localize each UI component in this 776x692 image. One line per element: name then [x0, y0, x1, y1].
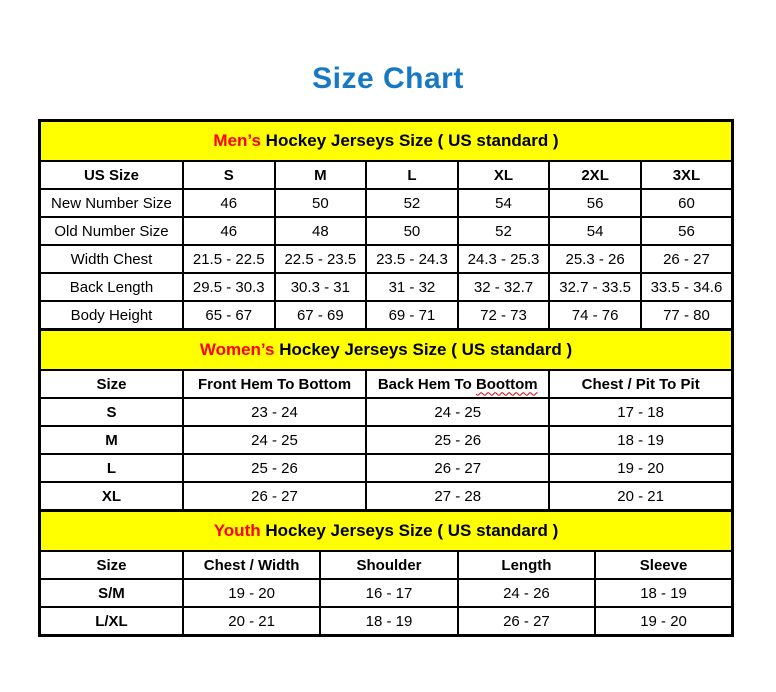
mens-data-cell: 69 - 71 [366, 301, 458, 330]
mens-data-cell: 74 - 76 [549, 301, 641, 330]
mens-data-cell: 29.5 - 30.3 [183, 273, 275, 301]
mens-data-cell: 56 [641, 217, 733, 245]
mens-data-cell: 33.5 - 34.6 [641, 273, 733, 301]
womens-data-cell: 17 - 18 [549, 398, 732, 426]
mens-band-text: Hockey Jerseys Size ( US standard ) [260, 131, 559, 150]
mens-data-cell: 26 - 27 [641, 245, 733, 273]
mens-data-cell: 21.5 - 22.5 [183, 245, 275, 273]
youth-data-cell: 26 - 27 [458, 607, 595, 636]
mens-data-cell: 56 [549, 189, 641, 217]
womens-data-cell: 18 - 19 [549, 426, 732, 454]
womens-table-row [40, 482, 733, 511]
mens-row-label: Back Length [40, 273, 183, 301]
youth-col-header: Shoulder [320, 551, 457, 579]
youth-size-table [38, 509, 734, 637]
mens-table-row [40, 217, 733, 245]
womens-data-cell: 27 - 28 [366, 482, 549, 511]
mens-row-label: Body Height [40, 301, 183, 330]
youth-table-row [40, 607, 733, 636]
womens-table-row [40, 426, 733, 454]
womens-col-header: Front Hem To Bottom [183, 370, 366, 398]
youth-band-category: Youth [213, 521, 261, 540]
mens-col-header: XL [458, 161, 550, 189]
womens-section-band [40, 330, 733, 371]
womens-row-label: L [40, 454, 183, 482]
womens-data-cell: 20 - 21 [549, 482, 732, 511]
mens-data-cell: 46 [183, 217, 275, 245]
mens-col-header: 3XL [641, 161, 733, 189]
mens-data-cell: 65 - 67 [183, 301, 275, 330]
womens-row-label: M [40, 426, 183, 454]
youth-data-cell: 19 - 20 [183, 579, 320, 607]
spellcheck-wavy-word: Boottom [475, 375, 538, 393]
mens-band-category: Men’s [213, 131, 261, 150]
youth-data-cell: 18 - 19 [595, 579, 732, 607]
youth-row-label: L/XL [40, 607, 183, 636]
womens-size-table [38, 328, 734, 512]
womens-row-label: S [40, 398, 183, 426]
mens-data-cell: 48 [275, 217, 367, 245]
mens-data-cell: 32 - 32.7 [458, 273, 550, 301]
youth-data-cell: 19 - 20 [595, 607, 732, 636]
mens-size-table [38, 119, 734, 331]
mens-data-cell: 77 - 80 [641, 301, 733, 330]
mens-col-header: S [183, 161, 275, 189]
mens-data-cell: 54 [549, 217, 641, 245]
womens-data-cell: 24 - 25 [183, 426, 366, 454]
womens-data-cell: 25 - 26 [183, 454, 366, 482]
youth-band-text: Hockey Jerseys Size ( US standard ) [260, 521, 559, 540]
size-chart-tables [38, 119, 734, 637]
mens-data-cell: 46 [183, 189, 275, 217]
mens-data-cell: 52 [366, 189, 458, 217]
youth-col-header: Length [458, 551, 595, 579]
womens-band-text: Hockey Jerseys Size ( US standard ) [274, 340, 573, 359]
womens-data-cell: 26 - 27 [366, 454, 549, 482]
youth-table-row [40, 579, 733, 607]
womens-data-cell: 25 - 26 [366, 426, 549, 454]
page-title: Size Chart [312, 62, 464, 95]
mens-row-label: New Number Size [40, 189, 183, 217]
womens-col-header: Size [40, 370, 183, 398]
mens-data-cell: 54 [458, 189, 550, 217]
youth-data-cell: 20 - 21 [183, 607, 320, 636]
mens-col-header: US Size [40, 161, 183, 189]
womens-data-cell: 26 - 27 [183, 482, 366, 511]
youth-col-header: Size [40, 551, 183, 579]
mens-data-cell: 52 [458, 217, 550, 245]
mens-data-cell: 67 - 69 [275, 301, 367, 330]
womens-col-header: Chest / Pit To Pit [549, 370, 732, 398]
youth-data-cell: 16 - 17 [320, 579, 457, 607]
mens-data-cell: 30.3 - 31 [275, 273, 367, 301]
womens-row-label: XL [40, 482, 183, 511]
mens-data-cell: 25.3 - 26 [549, 245, 641, 273]
mens-data-cell: 50 [366, 217, 458, 245]
youth-col-header: Sleeve [595, 551, 732, 579]
mens-data-cell: 60 [641, 189, 733, 217]
womens-col-header: Back Hem To Boottom [366, 370, 549, 398]
womens-data-cell: 19 - 20 [549, 454, 732, 482]
mens-col-header: 2XL [549, 161, 641, 189]
mens-data-cell: 50 [275, 189, 367, 217]
mens-col-header: M [275, 161, 367, 189]
mens-data-cell: 24.3 - 25.3 [458, 245, 550, 273]
womens-data-cell: 24 - 25 [366, 398, 549, 426]
mens-data-cell: 22.5 - 23.5 [275, 245, 367, 273]
mens-row-label: Old Number Size [40, 217, 183, 245]
womens-band-category: Women’s [199, 340, 275, 359]
mens-table-row [40, 301, 733, 330]
youth-data-cell: 24 - 26 [458, 579, 595, 607]
womens-table-row [40, 398, 733, 426]
youth-section-band [40, 511, 733, 552]
mens-data-cell: 31 - 32 [366, 273, 458, 301]
mens-data-cell: 23.5 - 24.3 [366, 245, 458, 273]
mens-section-band [40, 121, 733, 162]
youth-data-cell: 18 - 19 [320, 607, 457, 636]
mens-data-cell: 72 - 73 [458, 301, 550, 330]
mens-col-header: L [366, 161, 458, 189]
youth-col-header: Chest / Width [183, 551, 320, 579]
youth-row-label: S/M [40, 579, 183, 607]
mens-data-cell: 32.7 - 33.5 [549, 273, 641, 301]
mens-table-row [40, 245, 733, 273]
womens-table-row [40, 454, 733, 482]
womens-data-cell: 23 - 24 [183, 398, 366, 426]
mens-table-row [40, 273, 733, 301]
mens-row-label: Width Chest [40, 245, 183, 273]
mens-table-row [40, 189, 733, 217]
